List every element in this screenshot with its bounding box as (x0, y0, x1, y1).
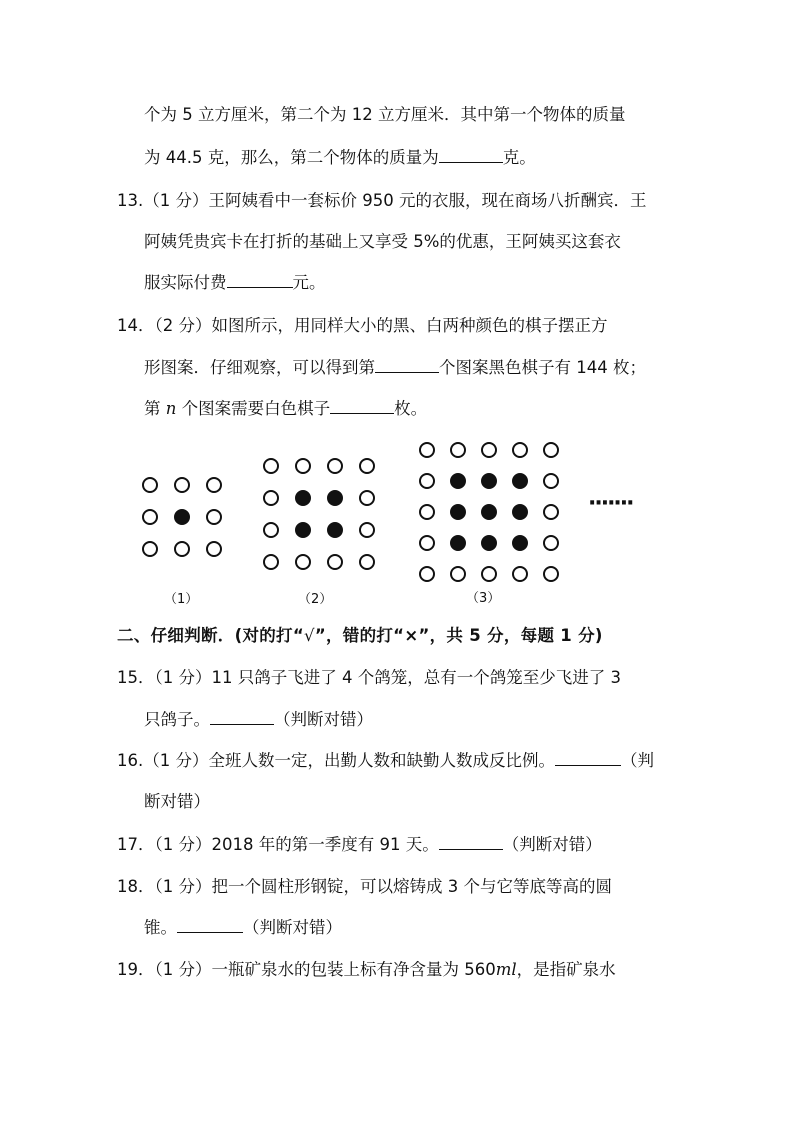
white-piece-p2 (360, 523, 374, 537)
q16-line-2: 断对错） (144, 792, 210, 811)
q18-judge: （判断对错） (243, 918, 342, 937)
q13-line-3 (144, 273, 326, 293)
white-piece-p3 (420, 536, 434, 550)
white-piece-p2 (264, 459, 278, 473)
q13-line-2: 阿姨凭贵宾卡在打折的基础上又享受 5%的优惠，王阿姨买这套衣 (144, 232, 621, 251)
black-piece-p3 (513, 536, 527, 550)
q18-text: 锥。 (144, 918, 177, 937)
black-piece-p2 (328, 523, 342, 537)
pattern-1 (143, 478, 221, 556)
white-piece-p3 (482, 443, 496, 457)
white-piece-p3 (513, 443, 527, 457)
black-piece-p2 (296, 523, 310, 537)
black-piece-p3 (451, 536, 465, 550)
q16-text: 16.（1 分）全班人数一定，出勤人数和缺勤人数成反比例。 (117, 751, 555, 770)
white-piece-p1 (175, 542, 189, 556)
q14-line-1: 14．（2 分）如图所示，用同样大小的黑、白两种颜色的棋子摆正方 (117, 316, 608, 335)
white-piece-p2 (296, 459, 310, 473)
white-piece-p1 (143, 542, 157, 556)
white-piece-p2 (264, 491, 278, 505)
white-piece-p2 (360, 491, 374, 505)
white-piece-p3 (513, 567, 527, 581)
black-piece-p2 (328, 491, 342, 505)
white-piece-p3 (544, 443, 558, 457)
section-2-heading (117, 626, 603, 646)
q15-answer-blank[interactable] (210, 710, 274, 725)
q14-text-e: 枚。 (394, 399, 428, 418)
q14-text-b: 个图案黑色棋子有 144 枚； (439, 358, 646, 377)
white-piece-p2 (264, 523, 278, 537)
white-piece-p3 (544, 474, 558, 488)
q19-line-1 (117, 960, 616, 980)
q17-judge: （判断对错） (502, 835, 602, 854)
q13-line-1: 13.（1 分）王阿姨看中一套标价 950 元的衣服，现在商场八折酬宾．王 (117, 191, 647, 210)
q18-line-2 (144, 918, 342, 938)
white-piece-p3 (482, 567, 496, 581)
white-piece-p3 (420, 474, 434, 488)
white-piece-p2 (360, 459, 374, 473)
q13-text: 服实际付费 (144, 273, 227, 292)
black-piece-p3 (451, 505, 465, 519)
white-piece-p1 (207, 478, 221, 492)
q13-answer-blank[interactable] (227, 273, 293, 288)
q14-text-c: 第 (144, 399, 166, 418)
black-piece-p3 (513, 474, 527, 488)
black-piece-p2 (296, 491, 310, 505)
pattern-ellipsis: ······· (588, 491, 633, 516)
q12-answer-blank[interactable] (439, 148, 503, 163)
white-piece-p1 (175, 478, 189, 492)
q14-variable-n: n (165, 399, 177, 418)
q15-line-2 (144, 710, 373, 730)
q18-answer-blank[interactable] (177, 918, 243, 933)
white-piece-p3 (544, 567, 558, 581)
pattern-caption-1: （1） (164, 592, 199, 607)
white-piece-p2 (328, 459, 342, 473)
black-piece-p3 (482, 474, 496, 488)
white-piece-p2 (360, 555, 374, 569)
white-piece-p1 (207, 542, 221, 556)
white-piece-p3 (420, 567, 434, 581)
pattern-caption-3: （3） (466, 591, 501, 606)
white-piece-p1 (143, 510, 157, 524)
q14-text-a: 形图案．仔细观察，可以得到第 (144, 358, 375, 377)
q14-answer-blank-2[interactable] (330, 399, 394, 414)
chess-pattern-figure (130, 435, 660, 619)
black-piece-p3 (513, 505, 527, 519)
q14-line-2 (144, 358, 646, 378)
q12-unit: 克。 (502, 148, 536, 167)
q15-judge: （判断对错） (274, 710, 373, 729)
white-piece-p3 (420, 505, 434, 519)
q12-text: 为 44.5 克，那么，第二个物体的质量为 (144, 148, 439, 167)
q19-text-b: ，是指矿泉水 (516, 960, 616, 979)
white-piece-p2 (328, 555, 342, 569)
white-piece-p3 (451, 443, 465, 457)
black-piece-p3 (482, 536, 496, 550)
q15-text: 只鸽子。 (144, 710, 210, 729)
white-piece-p2 (264, 555, 278, 569)
white-piece-p2 (296, 555, 310, 569)
q18-line-1: 18．（1 分）把一个圆柱形钢锭，可以熔铸成 3 个与它等底等高的圆 (117, 877, 612, 896)
pattern-3 (420, 443, 558, 581)
white-piece-p1 (207, 510, 221, 524)
white-piece-p3 (420, 443, 434, 457)
pattern-2 (264, 459, 374, 569)
white-piece-p3 (544, 536, 558, 550)
check-mark-symbol: √ (304, 626, 315, 645)
q19-text-a: 19．（1 分）一瓶矿泉水的包装上标有净含量为 560 (117, 960, 496, 979)
q16-judge-a: （判 (620, 751, 654, 770)
white-piece-p3 (451, 567, 465, 581)
q17-line-1 (117, 835, 602, 855)
q14-text-d: 个图案需要白色棋子 (176, 399, 331, 418)
q15-line-1: 15．（1 分）11 只鸽子飞进了 4 个鸽笼，总有一个鸽笼至少飞进了 3 (117, 668, 621, 687)
q14-answer-blank-1[interactable] (375, 358, 439, 373)
section-2-heading-b: ”，错的打“×”，共 5 分，每题 1 分) (314, 626, 603, 645)
q17-text: 17．（1 分）2018 年的第一季度有 91 天。 (117, 835, 439, 854)
q14-line-3 (144, 399, 427, 419)
section-2-heading-a: 二、仔细判断．(对的打“ (117, 626, 304, 645)
q16-line-1 (117, 751, 654, 771)
chess-pattern-svg (130, 435, 660, 615)
pattern-caption-2: （2） (298, 592, 333, 607)
q19-unit-ml: ml (495, 960, 517, 979)
white-piece-p3 (544, 505, 558, 519)
q12-line-2 (144, 148, 536, 168)
q17-answer-blank[interactable] (439, 835, 503, 850)
black-piece-p1 (175, 510, 189, 524)
q13-unit: 元。 (292, 273, 326, 292)
white-piece-p1 (143, 478, 157, 492)
q16-answer-blank[interactable] (555, 751, 621, 766)
black-piece-p3 (451, 474, 465, 488)
black-piece-p3 (482, 505, 496, 519)
q12-line-1: 个为 5 立方厘米，第二个为 12 立方厘米．其中第一个物体的质量 (144, 105, 626, 124)
